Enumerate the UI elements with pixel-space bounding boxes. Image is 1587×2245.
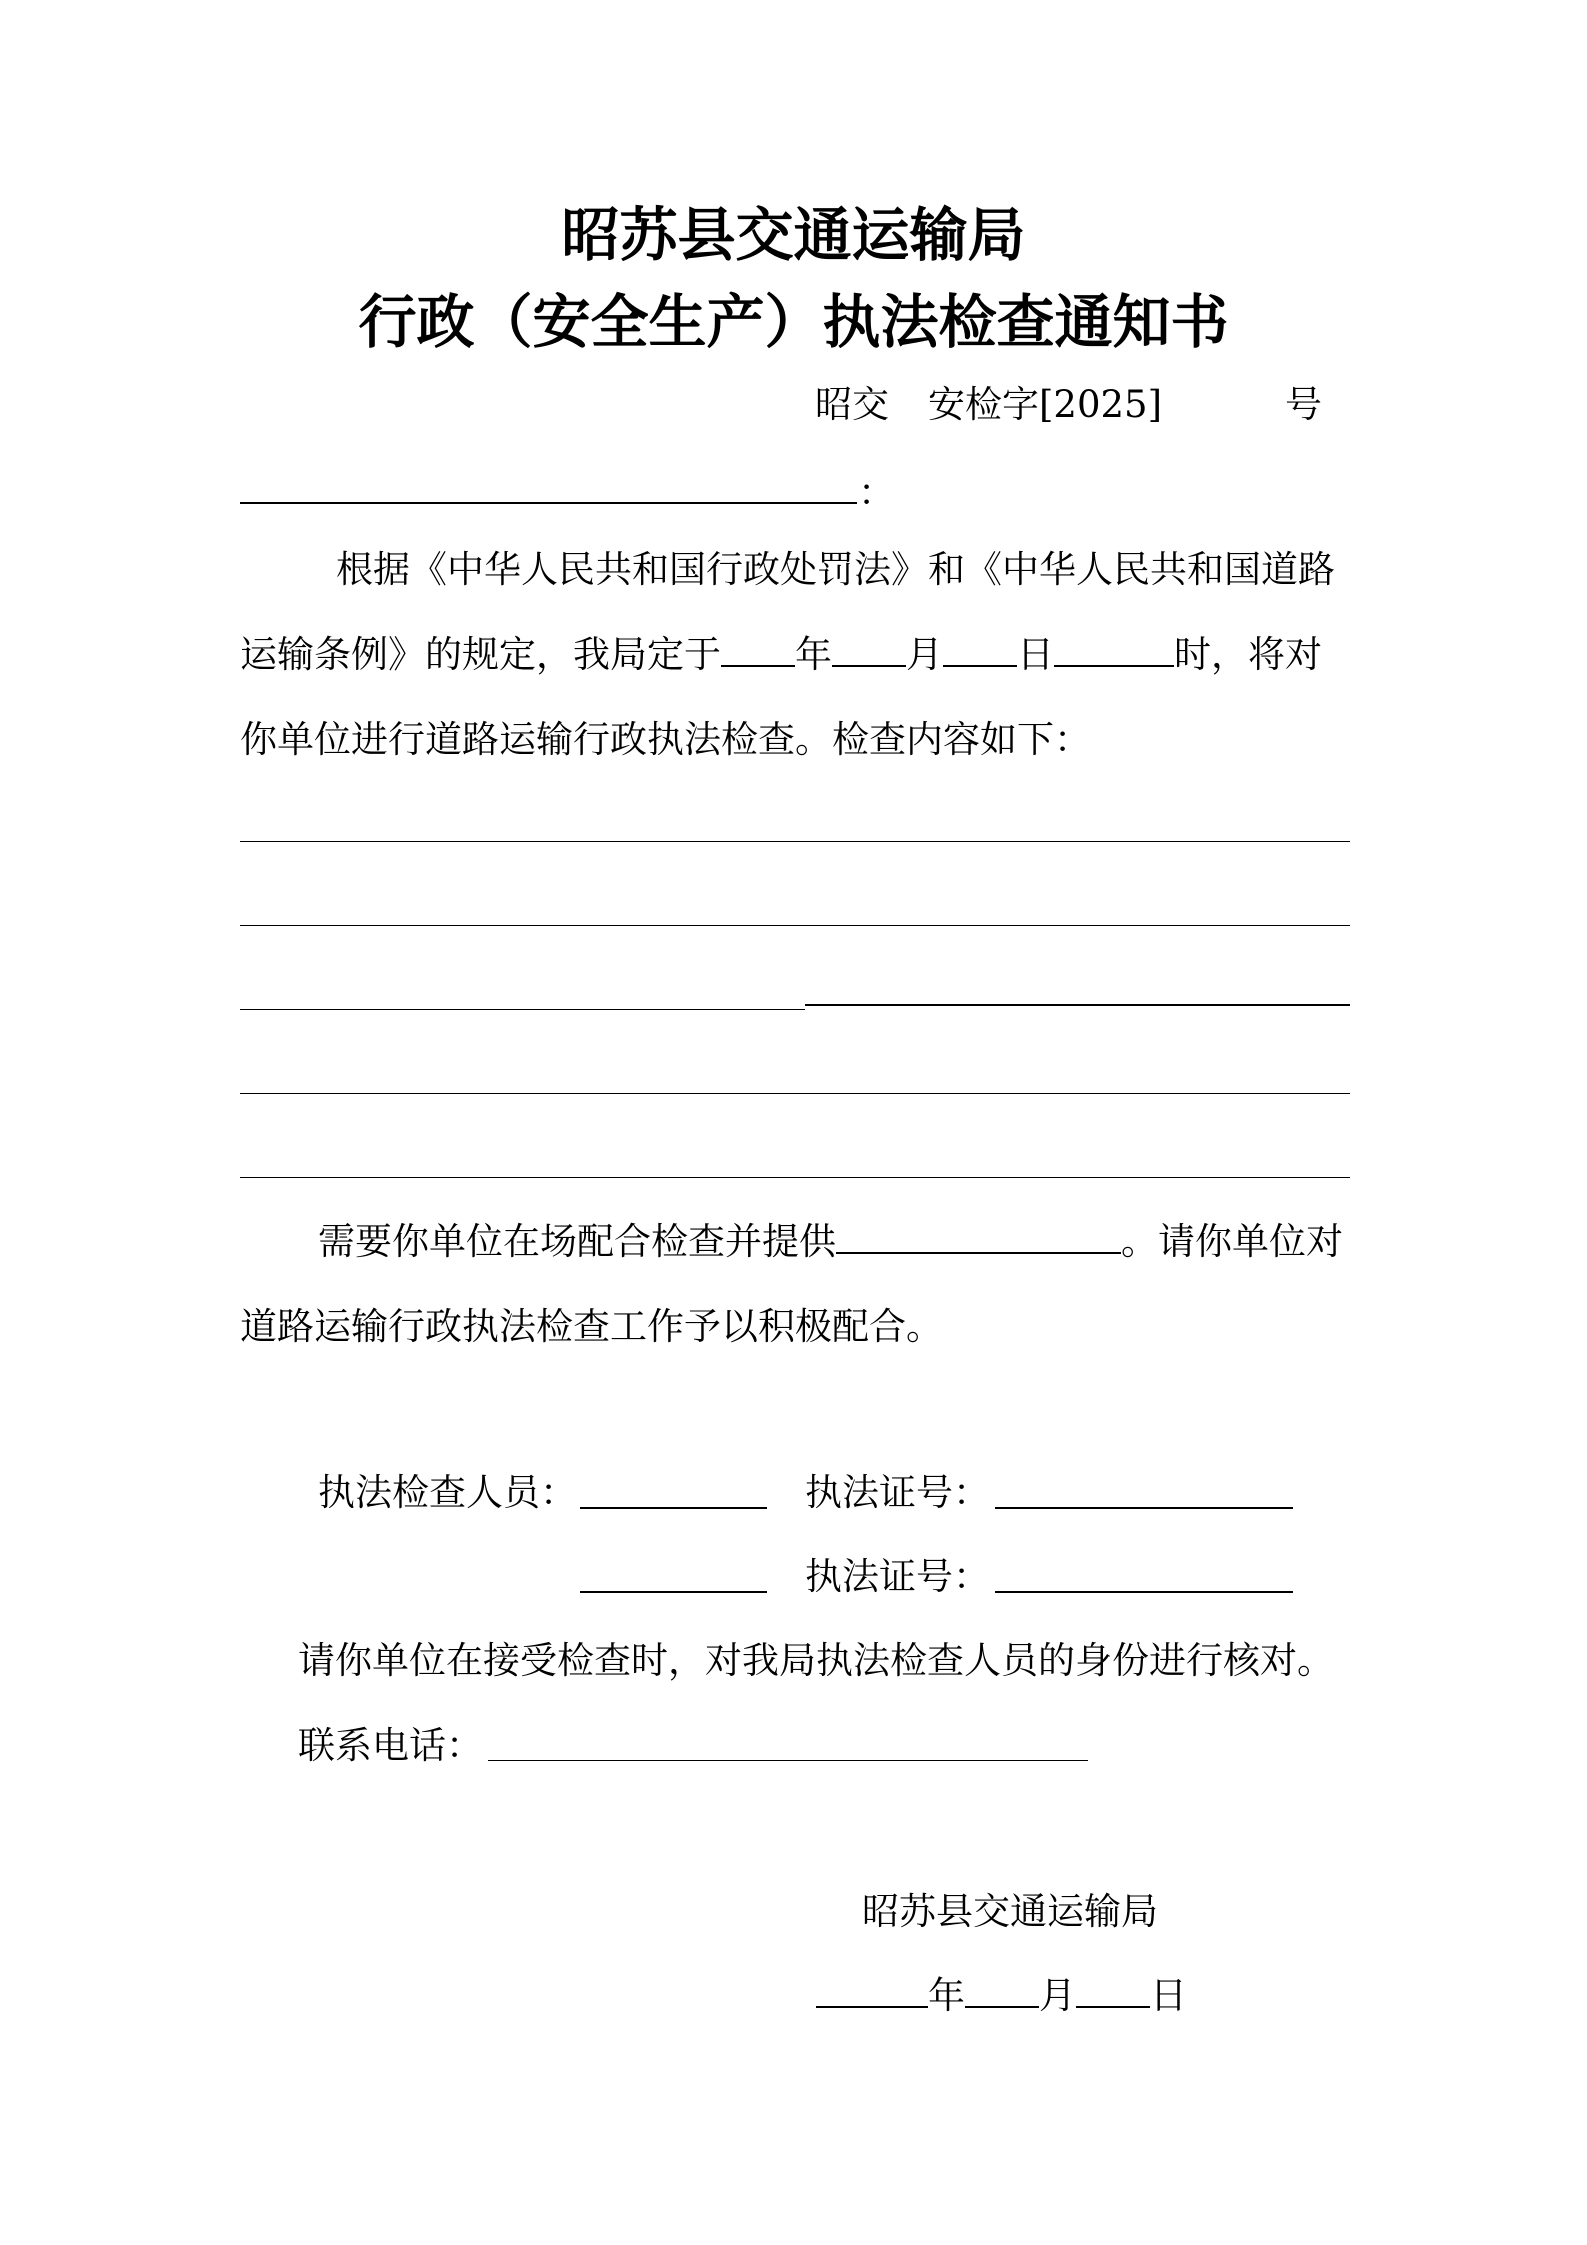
document-title: 昭苏县交通运输局 xyxy=(561,201,1026,269)
issue-year-label: 年 xyxy=(928,1974,965,2017)
inspector-name-blank-2[interactable] xyxy=(580,1591,767,1593)
content-line-5[interactable] xyxy=(240,1177,1350,1178)
schedule-hour-blank[interactable] xyxy=(1054,631,1174,667)
issue-month-blank[interactable] xyxy=(965,1972,1039,2008)
content-line-3a[interactable] xyxy=(240,1009,805,1010)
issuer-name: 昭苏县交通运输局 xyxy=(862,1890,1158,1933)
document-subtitle: 行政（安全生产）执法检查通知书 xyxy=(358,288,1229,356)
provide-tail: 。请你单位对 xyxy=(1121,1220,1343,1263)
recipient-blank[interactable] xyxy=(240,502,857,504)
issue-year-blank[interactable] xyxy=(816,1972,928,2008)
content-line-1[interactable] xyxy=(240,841,1350,842)
issue-day-blank[interactable] xyxy=(1076,1972,1150,2008)
schedule-year-label: 年 xyxy=(795,633,832,676)
schedule-day-blank[interactable] xyxy=(943,631,1017,667)
content-line-4[interactable] xyxy=(240,1093,1350,1094)
doc-number-suffix: 号 xyxy=(1285,383,1322,426)
body-line-1: 根据《中华人民共和国行政处罚法》和《中华人民共和国道路 xyxy=(336,548,1335,591)
provide-line xyxy=(318,1217,1343,1267)
issue-day-label: 日 xyxy=(1150,1974,1187,2017)
phone-blank[interactable] xyxy=(488,1760,1088,1761)
body-line-3: 你单位进行道路运输行政执法检查。检查内容如下： xyxy=(240,718,1091,761)
doc-number-prefix: 昭交 xyxy=(815,383,889,426)
issue-month-label: 月 xyxy=(1039,1974,1076,2017)
body-line-2 xyxy=(240,630,1322,680)
doc-number-code: 安检字[2025] xyxy=(928,383,1163,426)
cooperation-line: 道路运输行政执法检查工作予以积极配合。 xyxy=(240,1305,943,1348)
inspector-name-blank-1[interactable] xyxy=(580,1507,767,1509)
schedule-year-blank[interactable] xyxy=(721,631,795,667)
provide-materials-blank[interactable] xyxy=(836,1218,1121,1254)
cert-number-label-1: 执法证号： xyxy=(805,1471,990,1514)
content-line-2[interactable] xyxy=(240,925,1350,926)
schedule-month-blank[interactable] xyxy=(832,631,906,667)
schedule-intro: 运输条例》的规定，我局定于 xyxy=(240,633,721,676)
schedule-month-label: 月 xyxy=(906,633,943,676)
verification-note: 请你单位在接受检查时，对我局执法检查人员的身份进行核对。 xyxy=(298,1639,1334,1682)
issue-date xyxy=(816,1971,1187,2021)
cert-number-blank-2[interactable] xyxy=(995,1591,1293,1593)
recipient-colon: ： xyxy=(858,471,895,514)
schedule-day-label: 日 xyxy=(1017,633,1054,676)
schedule-hour-label: 时，将对 xyxy=(1174,633,1322,676)
provide-intro: 需要你单位在场配合检查并提供 xyxy=(318,1220,836,1263)
content-line-3b[interactable] xyxy=(805,1004,1350,1006)
cert-number-blank-1[interactable] xyxy=(995,1507,1293,1509)
phone-label: 联系电话： xyxy=(298,1724,483,1767)
cert-number-label-2: 执法证号： xyxy=(805,1555,990,1598)
inspectors-label: 执法检查人员： xyxy=(318,1471,577,1514)
